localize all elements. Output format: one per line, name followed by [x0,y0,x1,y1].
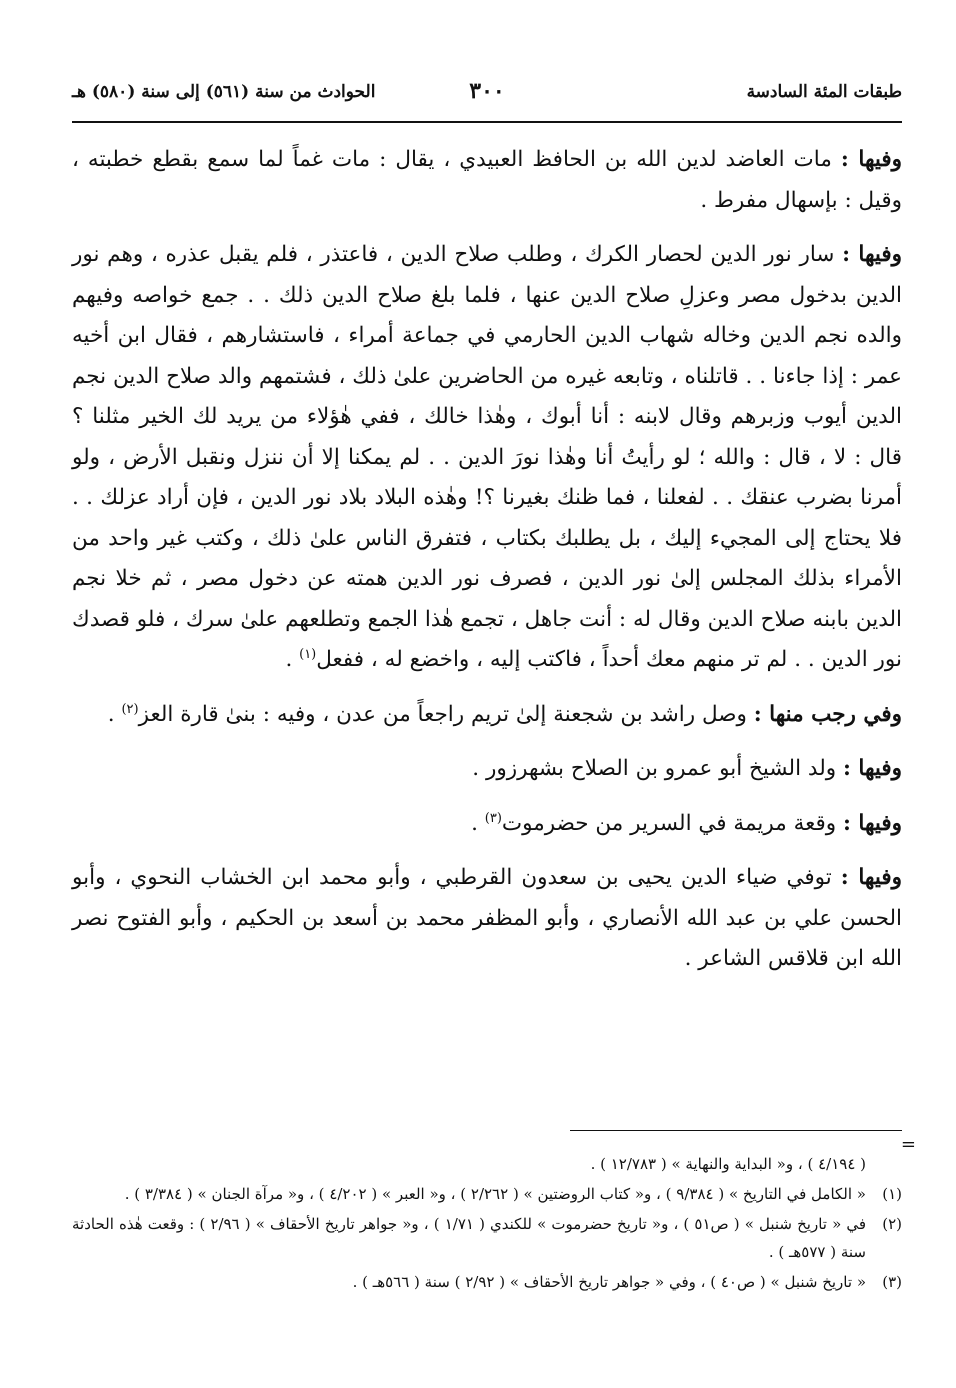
paragraph-tail: . [285,647,300,672]
paragraph-lead: وفيها : [842,810,902,836]
footnote-continuation [72,1150,902,1178]
footnote-continuation-mark: = [900,1134,916,1155]
paragraph-text: توفي ضياء الدين يحيى بن سعدون القرطبي ، وأبو محمد ابن الخشاب النحوي ، وأبو الحسن علي بن عبد الله الأنصاري ، وأبو المظفر محمد بن أسعد بن الحكيم ، وأبو الفتوح نصر الله ابن قلاقس الشاعر . [72,865,902,971]
footnote-number: (٢) [882,1215,902,1233]
paragraph-lead: وفيها : [842,756,902,781]
footnote-text: « الكامل في التاريخ » ( ٩/٣٨٤ ) ، و« كتاب الروضتين » ( ٢/٢٦٢ ) ، و« العبر » ( ٤/٢٠٢ ) ، و« مرآة الجنان » ( ٣/٣٨٤ ) . [124,1185,866,1203]
paragraph-text: وقعة مريمة في السرير من حضرموت [501,810,843,836]
footnote-text: ( ٤/١٩٤ ) ، و« البداية والنهاية » ( ١٢/٧٨٣ ) . [590,1155,866,1173]
header-chapter-range: الحوادث من سنة (٥٦١) إلى سنة (٥٨٠) هـ [72,82,376,102]
header-book-section: طبقات المئة السادسة [746,82,902,102]
running-header [72,78,902,114]
footnote-item [72,1180,902,1208]
footnote-reference[interactable]: (١) [299,646,317,662]
paragraph-lead: وفيها : [842,242,903,267]
paragraph [72,235,902,681]
paragraph [72,140,902,221]
page-number: ٣٠٠ [469,78,505,104]
footnote-reference[interactable]: (٢) [121,701,139,717]
paragraph [72,695,902,736]
paragraph [72,858,902,980]
paragraph-text: سار نور الدين لحصار الكرك ، وطلب صلاح الدين ، فاعتذر ، فلم يقبل عذره ، وهم نور الدين بدخول مصر وعزلِ صلاح الدين عنها ، فلما بلغ صلاح الدين ذلك . . جمع خواصه وفيهم والده نجم الدين وخاله شهاب الدين الحارمي في جماعة أمراء ، فاستشارهم ، فقال ابن أخيه عمر : إذا جاءنا . . قاتلناه ، وتابعه غيره من الحاضرين علىٰ ذلك ، فشتمهم والد صلاح الدين نجم الدين أيوب وزبرهم وقال لابنه : أنا أبوك ، وهٰذا خالك ، ففي هٰؤلاء من يريد لك الخير مثلنا ؟ قال : لا ، قال : والله ؛ لو رأيتُ أنا وهٰذا نورَ الدين . . لم يمكنا إلا أن ننزل ونقبل الأرض ، ولو أمرنا بضرب عنقك . . لفعلنا ، فما ظنك بغيرنا ؟! وهٰذه البلاد بلاد نور الدين ، فإن أراد عزلك . . فلا يحتاج إلى المجيء إليك ، بل يطلبك بكتاب ، فتفرق الناس علىٰ ذلك ، وكتب غير واحد من الأمراء بذلك المجلس إلىٰ نور الدين ، فصرف نور الدين همته عن دخول مصر ، ثم خلا نجم الدين بابنه صلاح الدين وقال له : أنت جاهل ، تجمع هٰذا الجمع وتطلعهم علىٰ سرك ، فلو قصدك نور الدين . . لم تر منهم معك أحداً ، فاكتب إليه ، واخضع له ، ففعل [72,242,902,672]
paragraph-lead: وفيها : [840,865,902,890]
footnote-number: (١) [882,1185,902,1203]
header-divider [72,121,902,123]
footnote-reference[interactable]: (٣) [484,810,502,826]
main-text [72,140,902,994]
footnote-number: (٣) [882,1273,902,1291]
paragraph-tail: . [471,810,485,836]
paragraph-text: مات العاضد لدين الله بن الحافظ العبيدي ، يقال : مات غماً لما سمع بقطع خطبته ، وقيل : بإسهال مفرط . [72,147,902,213]
footnotes [72,1150,902,1298]
footnote-text: « تاريخ شنبل » ( ص٤٠ ) ، وفي « جواهر تاريخ الأحقاف » ( ٢/٩٢ ) سنة ( ٥٦٦هـ ) . [352,1273,866,1291]
paragraph-lead: وفيها : [840,147,903,172]
paragraph-text: ولد الشيخ أبو عمرو بن الصلاح بشهرزور . [472,756,843,781]
paragraph [72,749,902,790]
paragraph-tail: . [107,701,122,727]
paragraph-text: وصل راشد بن شجعنة إلىٰ تريم راجعاً من عدن ، وفيه : بنىٰ قارة العز [138,701,754,727]
paragraph [72,804,902,845]
paragraph-lead: وفي رجب منها : [753,701,902,727]
footnote-text: في « تاريخ شنبل » ( ص٥١ ) ، و« تاريخ حضرموت » للكندي ( ١/٧١ ) ، و« جواهر تاريخ الأحقاف » ( ٢/٩٦ ) : وقعت هٰذه الحادثة سنة ( ٥٧٧هـ ) . [72,1215,867,1261]
footnote-item [72,1210,902,1266]
footnote-item [72,1268,902,1296]
footnote-divider [570,1130,902,1131]
